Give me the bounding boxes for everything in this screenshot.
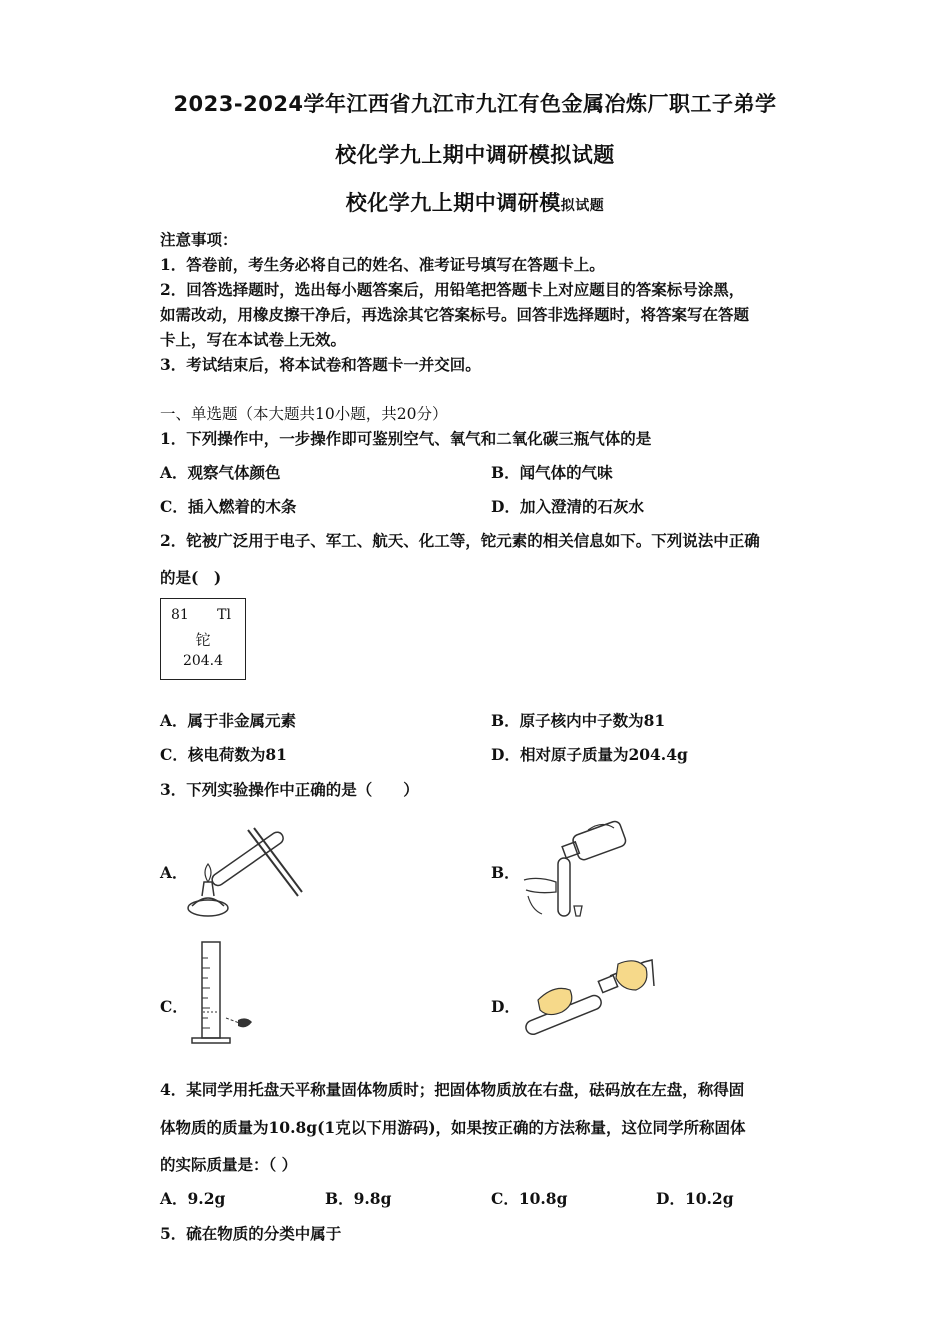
- q2-stem-b: 的是( ): [160, 568, 222, 587]
- q2-option-d[interactable]: D．相对原子质量为204.4g: [491, 745, 688, 764]
- q1-option-c[interactable]: C．插入燃着的木条: [160, 497, 297, 516]
- exam-title-line3: [0, 187, 950, 217]
- heating-test-tube-illustration: [186, 820, 306, 920]
- q2-option-c[interactable]: C．核电荷数为81: [160, 745, 287, 764]
- exam-title-line1: 2023-2024学年江西省九江市九江有色金属冶炼厂职工子弟学: [173, 92, 777, 116]
- q2-option-a[interactable]: A．属于非金属元素: [160, 711, 297, 730]
- q2-option-b[interactable]: B．原子核内中子数为81: [491, 711, 666, 730]
- q3-stem: 3．下列实验操作中正确的是（ ）: [160, 780, 419, 799]
- thallium-element-card: [160, 598, 246, 680]
- q4-stem-b: 体物质的质量为10.8g(1克以下用游码)，如果按正确的方法称量，这位同学所称固体: [160, 1118, 746, 1137]
- title-line3-big: 校化学九上期中调研模: [345, 191, 561, 215]
- q1-stem: 1．下列操作中，一步操作即可鉴别空气、氧气和二氧化碳三瓶气体的是: [160, 429, 652, 448]
- q3-option-d[interactable]: D．: [491, 997, 520, 1016]
- notice-item-3: 3．考试结束后，将本试卷和答题卡一并交回。: [160, 355, 481, 374]
- notice-item-2c: 卡上，写在本试卷上无效。: [160, 330, 347, 349]
- q4-option-b[interactable]: B．9.8g: [325, 1189, 392, 1208]
- element-mass: 204.4: [182, 653, 224, 669]
- q3-option-a[interactable]: A．: [160, 863, 188, 882]
- q5-stem: 5．硫在物质的分类中属于: [160, 1224, 342, 1243]
- q1-option-a[interactable]: A．观察气体颜色: [160, 463, 281, 482]
- q1-option-d[interactable]: D．加入澄清的石灰水: [491, 497, 644, 516]
- q4-stem-a: 4．某同学用托盘天平称量固体物质时；把固体物质放在右盘，砝码放在左盘，称得固: [160, 1080, 745, 1099]
- q4-option-c[interactable]: C．10.8g: [491, 1189, 568, 1208]
- q4-option-a[interactable]: A．9.2g: [160, 1189, 226, 1208]
- element-name: 铊: [195, 631, 211, 649]
- notice-item-2a: 2．回答选择题时，选出每小题答案后，用铅笔把答题卡上对应题目的答案标号涂黑，: [160, 280, 745, 299]
- notice-heading: 注意事项：: [160, 230, 238, 249]
- q4-stem-c: 的实际质量是：（ ）: [160, 1155, 298, 1174]
- pouring-liquid-illustration: [518, 820, 638, 930]
- q3-option-b[interactable]: B．: [491, 863, 520, 882]
- notice-item-2b: 如需改动，用橡皮擦干净后，再选涂其它答案标号。回答非选择题时，将答案写在答题: [160, 305, 750, 324]
- q2-stem-a: 2．铊被广泛用于电子、军工、航天、化工等，铊元素的相关信息如下。下列说法中正确: [160, 531, 760, 550]
- notice-item-1: 1．答卷前，考生务必将自己的姓名、准考证号填写在答题卡上。: [160, 255, 605, 274]
- element-number: 81: [171, 607, 189, 623]
- q1-option-b[interactable]: B．闻气体的气味: [491, 463, 613, 482]
- element-symbol: Tl: [217, 607, 231, 623]
- q3-option-c[interactable]: C．: [160, 997, 188, 1016]
- q4-option-d[interactable]: D．10.2g: [656, 1189, 734, 1208]
- graduated-cylinder-illustration: [186, 938, 266, 1046]
- inserting-stopper-illustration: [518, 950, 663, 1042]
- title-line3-small: 拟试题: [560, 198, 605, 214]
- exam-title-line2: 校化学九上期中调研模拟试题: [335, 143, 615, 167]
- section-heading: 一、单选题（本大题共10小题，共20分）: [160, 405, 448, 423]
